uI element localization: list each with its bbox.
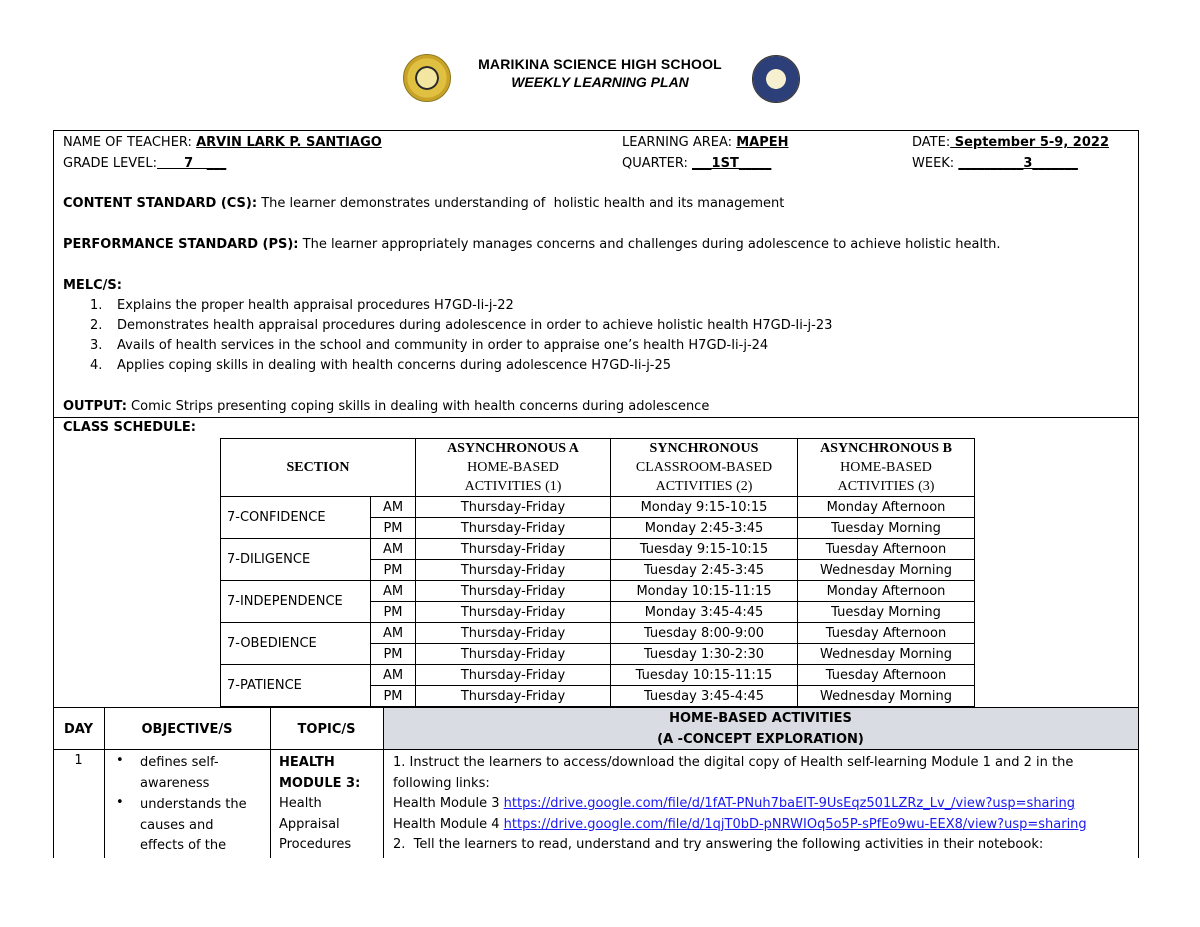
melc-item: 1.: [90, 298, 103, 313]
class-schedule-table: [220, 438, 975, 707]
teacher-line: NAME OF TEACHER: ARVIN LARK P. SANTIAGO: [63, 135, 382, 150]
section-name: 7-OBEDIENCE: [221, 623, 371, 665]
grade-line: GRADE LEVEL: 7 ___: [63, 156, 227, 171]
divider: [53, 749, 1139, 750]
period: AM: [371, 623, 416, 644]
sync-cell: Tuesday 2:45-3:45: [611, 560, 798, 581]
async-a-cell: Thursday-Friday: [416, 560, 611, 581]
class-schedule-label: CLASS SCHEDULE:: [63, 420, 196, 435]
async-a-cell: Thursday-Friday: [416, 539, 611, 560]
grade-value: 7 ___: [157, 156, 227, 171]
topic-cell: HEALTH MODULE 3: Health Appraisal Procedures: [279, 755, 361, 852]
sync-cell: Monday 9:15-10:15: [611, 497, 798, 518]
section-name: 7-CONFIDENCE: [221, 497, 371, 539]
sync-header: SYNCHRONOUS CLASSROOM-BASED ACTIVITIES (2): [611, 439, 798, 497]
async-b-cell: Wednesday Morning: [798, 644, 975, 665]
async-a-cell: Thursday-Friday: [416, 518, 611, 539]
async-b-cell: Wednesday Morning: [798, 560, 975, 581]
school-name: MARIKINA SCIENCE HIGH SCHOOL: [478, 56, 722, 72]
async-a-header: ASYNCHRONOUS A HOME-BASED ACTIVITIES (1): [416, 439, 611, 497]
activities-subheader: (A -CONCEPT EXPLORATION): [657, 732, 864, 747]
sync-cell: Tuesday 9:15-10:15: [611, 539, 798, 560]
divider: [53, 417, 1139, 418]
sync-cell: Monday 10:15-11:15: [611, 581, 798, 602]
melcs-label: MELC/S:: [63, 278, 122, 293]
sync-cell: Monday 2:45-3:45: [611, 518, 798, 539]
section-header: SECTION: [221, 439, 416, 497]
melc-item: 4.: [90, 358, 103, 373]
quarter-value: ___1ST_____: [692, 156, 772, 171]
async-a-cell: Thursday-Friday: [416, 686, 611, 707]
period: AM: [371, 497, 416, 518]
learning-area: MAPEH: [736, 135, 789, 150]
period: PM: [371, 686, 416, 707]
melc-text: Explains the proper health appraisal procedures H7GD-Ii-j-22: [117, 298, 514, 313]
async-a-cell: Thursday-Friday: [416, 644, 611, 665]
period: AM: [371, 665, 416, 686]
module-3-link[interactable]: https://drive.google.com/file/d/1fAT-PNuh7baEIT-9UsEqz501LZRz_Lv_/view?usp=sharing: [503, 796, 1075, 811]
async-b-cell: Wednesday Morning: [798, 686, 975, 707]
objectives-header: OBJECTIVE/S: [141, 722, 233, 737]
section-name: 7-DILIGENCE: [221, 539, 371, 581]
period: PM: [371, 644, 416, 665]
objective-item: defines self- awareness: [140, 755, 219, 791]
period: AM: [371, 539, 416, 560]
topics-header: TOPIC/S: [297, 722, 356, 737]
week-line: WEEK: __________3_______: [912, 156, 1078, 171]
melc-item: 2.: [90, 318, 103, 333]
bullet: •: [116, 753, 124, 768]
performance-standard: PERFORMANCE STANDARD (PS): The learner appropriately manages concerns and challenges during adolescence to achieve holistic health.: [63, 237, 1001, 252]
period: AM: [371, 581, 416, 602]
melc-text: Demonstrates health appraisal procedures during adolescence in order to achieve holistic health H7GD-Ii-j-23: [117, 318, 833, 333]
sync-cell: Tuesday 10:15-11:15: [611, 665, 798, 686]
async-a-cell: Thursday-Friday: [416, 623, 611, 644]
division-seal-logo: [752, 55, 800, 103]
async-b-cell: Monday Afternoon: [798, 581, 975, 602]
day-number: 1: [74, 753, 83, 768]
activities-header: HOME-BASED ACTIVITIES: [669, 711, 852, 726]
module-4-link[interactable]: https://drive.google.com/file/d/1qjT0bD-pNRWIOq5o5P-sPfEo9wu-EEX8/view?usp=sharing: [503, 816, 1087, 832]
content-standard: CONTENT STANDARD (CS): The learner demonstrates understanding of holistic health and its management: [63, 196, 785, 211]
async-a-cell: Thursday-Friday: [416, 665, 611, 686]
bullet: •: [116, 795, 124, 810]
objective-item: understands the causes and effects of the: [140, 797, 247, 853]
quarter-line: QUARTER: ___1ST_____: [622, 156, 772, 171]
async-b-cell: Monday Afternoon: [798, 497, 975, 518]
date-value: September 5-9, 2022: [950, 135, 1109, 150]
melc-text: Applies coping skills in dealing with health concerns during adolescence H7GD-Ii-j-25: [117, 358, 672, 373]
section-name: 7-INDEPENDENCE: [221, 581, 371, 623]
period: PM: [371, 560, 416, 581]
teacher-name: ARVIN LARK P. SANTIAGO: [196, 135, 382, 150]
async-b-cell: Tuesday Morning: [798, 518, 975, 539]
activities-cell: 1. Instruct the learners to access/download the digital copy of Health self-learning Module 1 and 2 in the following links: Health Module 3 https://drive.google.com/file/d/1fAT-PNuh7baEIT-9UsEqz501LZRz_Lv_/view?usp=sharing Health Module 4 https://drive.google.com/file/d/1qjT0bD-pNRWIOq5o5P-sPfEo9wu-EEX8/view?usp=sharing 2. Tell the learners to read, understand and try answering the following activities in their notebook:: [393, 755, 1087, 852]
section-name: 7-PATIENCE: [221, 665, 371, 707]
output-line: OUTPUT: Comic Strips presenting coping skills in dealing with health concerns during adolescence: [63, 399, 710, 414]
melc-item: 3.: [90, 338, 103, 353]
sync-cell: Tuesday 8:00-9:00: [611, 623, 798, 644]
period: PM: [371, 602, 416, 623]
async-b-header: ASYNCHRONOUS B HOME-BASED ACTIVITIES (3): [798, 439, 975, 497]
async-a-cell: Thursday-Friday: [416, 497, 611, 518]
column-divider: [383, 708, 384, 858]
async-b-cell: Tuesday Morning: [798, 602, 975, 623]
period: PM: [371, 518, 416, 539]
plan-title: WEEKLY LEARNING PLAN: [511, 74, 689, 90]
melc-text: Avails of health services in the school and community in order to appraise one’s health H7GD-Ii-j-24: [117, 338, 769, 353]
date-line: DATE: September 5-9, 2022: [912, 135, 1109, 150]
async-b-cell: Tuesday Afternoon: [798, 539, 975, 560]
async-a-cell: Thursday-Friday: [416, 581, 611, 602]
week-value: __________3_______: [958, 156, 1078, 171]
learning-area-line: LEARNING AREA: MAPEH: [622, 135, 789, 150]
sync-cell: Tuesday 3:45-4:45: [611, 686, 798, 707]
day-header: DAY: [63, 722, 94, 737]
sync-cell: Monday 3:45-4:45: [611, 602, 798, 623]
async-b-cell: Tuesday Afternoon: [798, 623, 975, 644]
sync-cell: Tuesday 1:30-2:30: [611, 644, 798, 665]
async-a-cell: Thursday-Friday: [416, 602, 611, 623]
async-b-cell: Tuesday Afternoon: [798, 665, 975, 686]
